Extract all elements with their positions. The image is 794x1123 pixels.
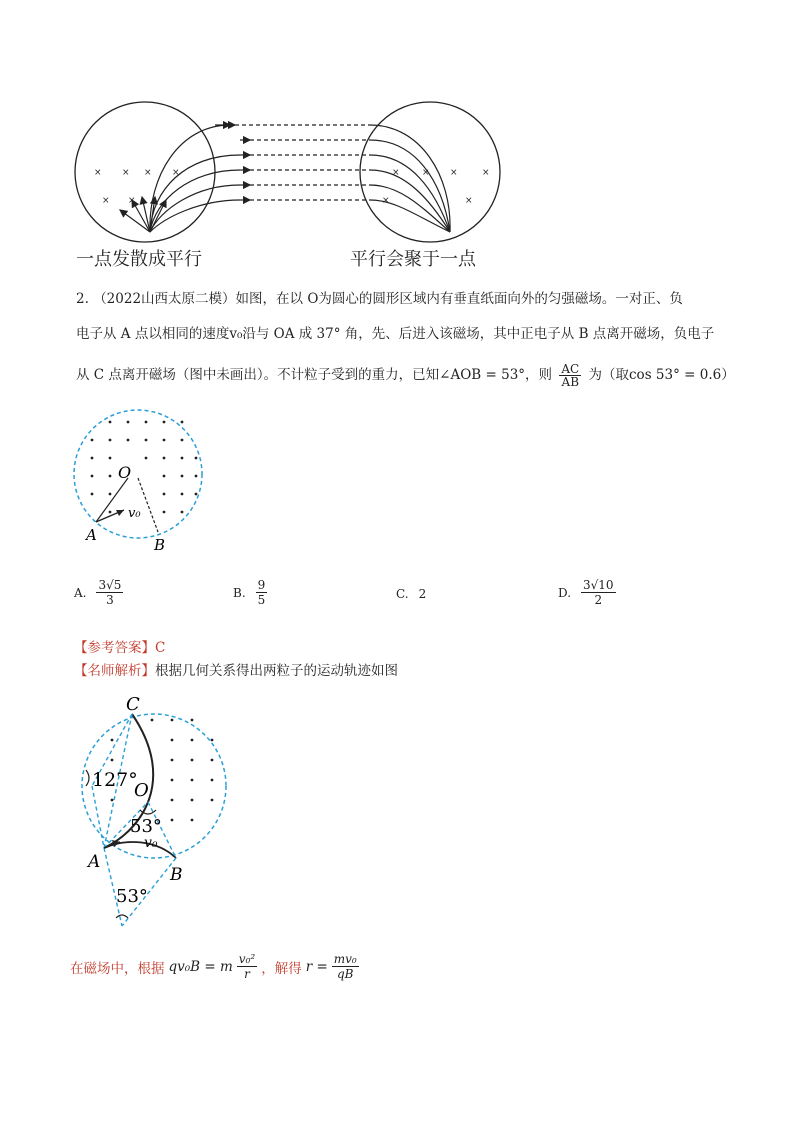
option-b-letter: B. [233,585,246,600]
formula-line [70,952,359,981]
formula-middle: ，解得 [261,960,302,977]
angle-127: 127° [92,769,138,791]
option-a-num: 3√5 [98,578,122,592]
answer-line [74,636,165,656]
radius-OB [138,478,158,532]
analysis-label: 【名师解析】 [74,663,155,679]
option-d[interactable] [558,578,616,607]
figure-2 [70,400,220,555]
svg-text:×: × [144,168,152,178]
option-d-den: 2 [594,593,603,607]
angle-53-outer: 53° [116,886,148,907]
figure-3 [72,690,242,935]
question-line1: 如图，在以 O为圆心的圆形区域内有垂直纸面向外的匀强磁场。一对正、负 [235,291,683,307]
svg-text:×: × [122,168,130,178]
question-source: （2022山西太原二模） [93,291,236,307]
svg-text:×: × [450,168,458,178]
formula-eq2-fraction [332,952,359,981]
option-a-value [96,578,123,607]
answer-label: 【参考答案】 [74,640,155,656]
formula-eq1-fraction [237,952,257,981]
formula-eq2-left: r = [305,958,328,975]
svg-text:×: × [102,196,110,206]
label-A-3: A [88,852,101,872]
option-b-value [256,578,268,607]
question-number: 2. [76,291,89,307]
option-a-letter: A. [74,585,87,600]
figure-2-svg [70,400,220,555]
label-O: O [118,463,132,482]
svg-text:×: × [128,196,136,206]
figure-3-svg [72,690,242,935]
option-a[interactable] [74,578,123,607]
formula-eq2-num: mv₀ [333,952,357,966]
right-field-circle [360,102,500,242]
option-c-letter: C. [396,587,409,601]
option-d-letter: D. [558,585,572,600]
formula-eq1-num: v₀² [238,952,256,966]
formula-prefix: 在磁场中，根据 [70,960,165,977]
field-marks [94,168,490,206]
label-A: A [86,526,97,544]
label-v0: v₀ [128,506,141,521]
caption-right: 平行会聚于一点 [350,249,476,270]
formula-eq1-den: r [244,967,250,981]
question-line3-after: 为（取cos 53° = 0.6） [588,367,735,383]
question-line-2: 电子从 A 点以相同的速度v₀沿与 OA 成 37° 角，先、后进入该磁场，其中正电子从 B 点离开磁场，负电子 [76,326,715,342]
analysis-text: 根据几何关系得出两粒子的运动轨迹如图 [155,663,398,679]
analysis-line [74,665,398,679]
option-a-den: 3 [106,593,114,607]
svg-text:×: × [382,196,390,206]
svg-text:×: × [392,168,400,178]
question-line-1 [76,293,683,307]
right-trajectories [370,125,450,232]
svg-text:×: × [172,168,180,178]
ratio-numerator: AC [561,362,580,376]
caption-left: 一点发散成平行 [76,249,202,270]
answer-value: C [155,640,166,656]
option-b[interactable] [233,578,267,607]
option-b-num: 9 [257,578,266,592]
label-C-3: C [126,694,140,715]
left-trajectories [120,125,240,232]
option-c[interactable] [396,587,426,601]
ratio-fraction [559,363,581,388]
svg-text:×: × [482,168,490,178]
option-b-den: 5 [257,593,266,607]
option-d-num: 3√10 [583,578,614,592]
question-line-3 [76,363,735,388]
formula-eq2-den: qB [337,967,354,981]
formula-eq1-left: qv₀B = m [168,958,233,975]
label-O-3: O [134,780,149,801]
label-B-3: B [170,865,183,885]
svg-text:×: × [465,196,473,206]
ratio-denominator: AB [561,375,580,389]
svg-text:×: × [422,168,430,178]
question-line3: 从 C 点离开磁场（图中未画出）。不计粒子受到的重力，已知∠AOB = 53°，则 [76,367,553,383]
parallel-beams [215,125,370,200]
svg-text:×: × [94,168,102,178]
option-d-value [581,578,616,607]
angle-53-inner: 53° [130,816,162,837]
option-c-value: 2 [418,587,427,601]
field-dots [91,421,198,514]
label-B: B [154,536,166,554]
label-v0-3: v₀ [144,835,158,851]
